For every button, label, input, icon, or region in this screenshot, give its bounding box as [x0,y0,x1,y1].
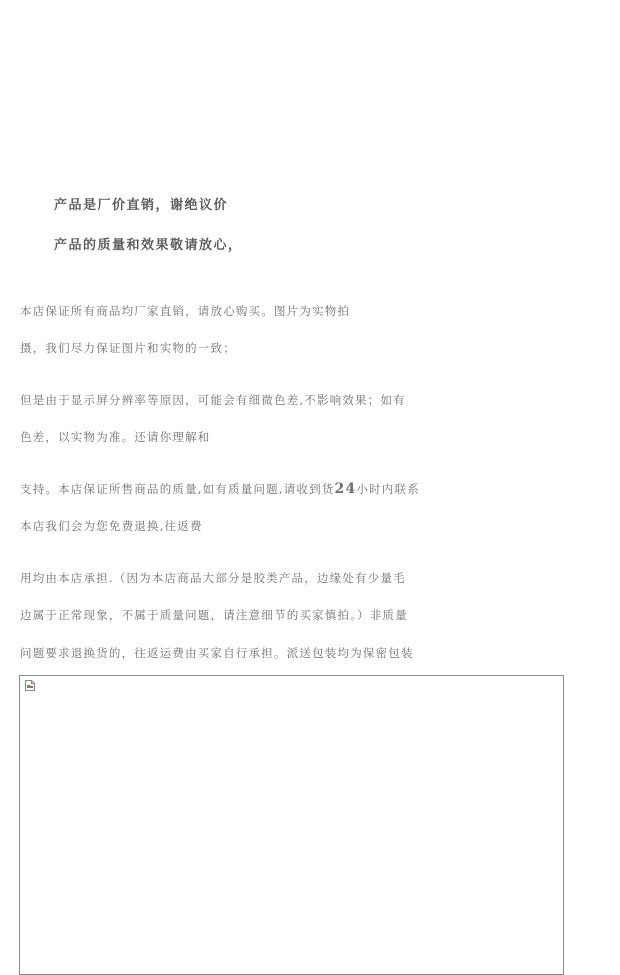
paragraph-line [20,481,420,497]
paragraph-text: 小时内联系 [356,482,420,496]
broken-image-icon [25,680,35,691]
product-image-placeholder [19,675,564,975]
headline-factory-direct: 产品是厂价直销，谢绝议价 [54,198,229,213]
paragraph-line: 本店我们会为您免费退换,往返费 [20,519,203,533]
paragraph-line: 但是由于显示屏分辨率等原因，可能会有细微色差,不影响效果；如有 [20,393,406,407]
paragraph-text: 支持。本店保证所售商品的质量,如有质量问题,请收到货 [20,482,335,496]
headline-quality-assured: 产品的质量和效果敬请放心， [54,238,243,253]
paragraph-line: 色差，以实物为准。还请你理解和 [20,430,211,444]
paragraph-line: 用均由本店承担.（因为本店商品大部分是胶类产品，边缘处有少量毛 [20,571,406,585]
paragraph-line: 问题要求退换货的，往返运费由买家自行承担。派送包装均为保密包装 [20,646,414,660]
paragraph-line: 本店保证所有商品均厂家直销，请放心购买。图片为实物拍 [20,304,351,318]
paragraph-line: 摄，我们尽力保证图片和实物的一致； [20,341,236,355]
hours-number: 24 [334,481,357,497]
paragraph-line: 边属于正常现象，不属于质量问题，请注意细节的买家慎拍。）非质量 [20,608,408,622]
